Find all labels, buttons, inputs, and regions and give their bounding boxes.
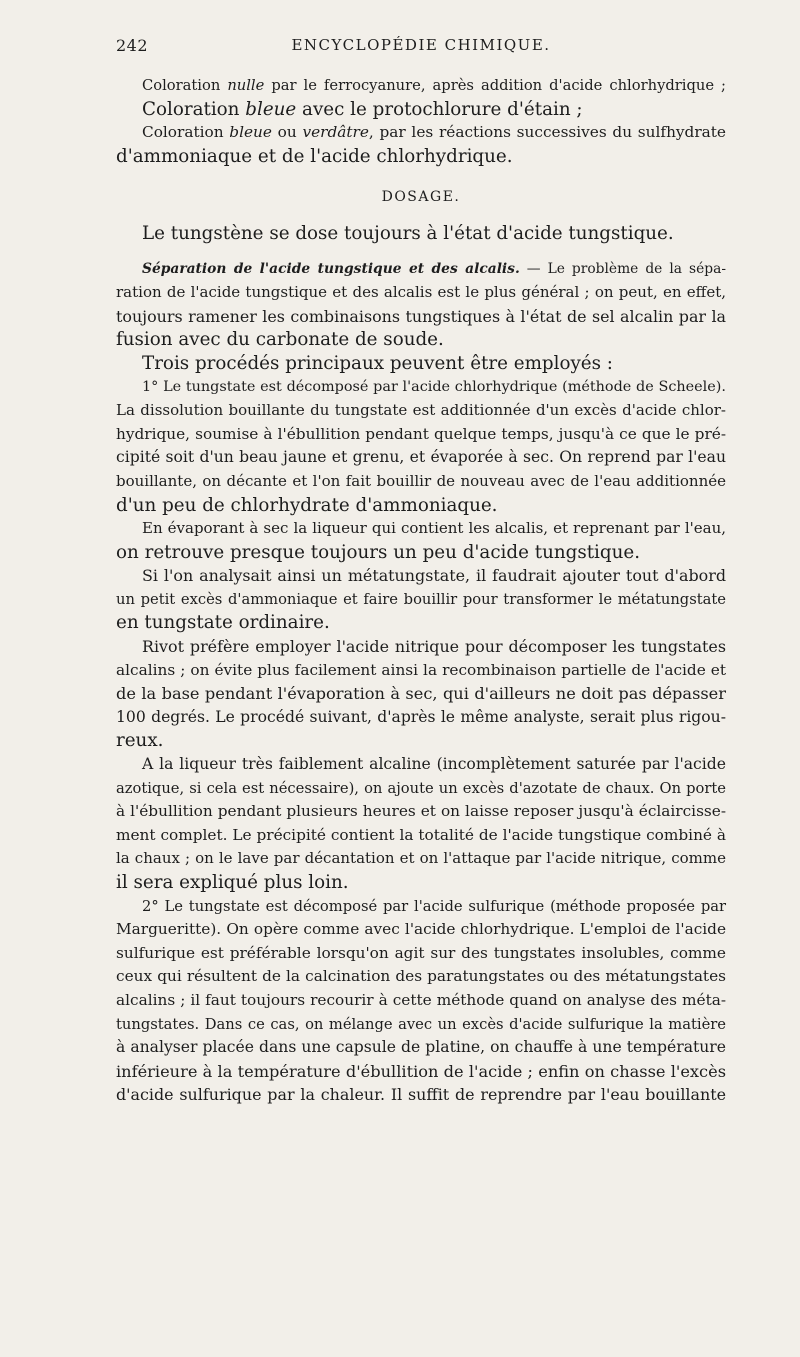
text-line: Coloration bleue avec le protochlorure d'étain ; [142,98,583,120]
text-line: azotique, si cela est nécessaire), on ajoute un excès d'azotate de chaux. On porte [116,779,726,797]
text-line: A la liqueur très faiblement alcaline (incomplètement saturée par l'acide [142,755,726,774]
spacer [116,168,726,186]
spacer [116,246,726,258]
text-line: un petit excès d'ammoniaque et faire bouillir pour transformer le métatungstate [116,590,726,608]
text-line: fusion avec du carbonate de soude. [116,329,444,351]
text-line: cipité soit d'un beau jaune et grenu, et évaporée à sec. On reprend par l'eau [116,448,726,467]
text-line: ration de l'acide tungstique et des alcalis est le plus général ; on peut, en effet, [116,283,726,302]
running-head: ENCYCLOPÉDIE CHIMIQUE. [291,36,551,54]
text-line: à analyser placée dans une capsule de platine, on chauffe à une température [116,1038,726,1057]
text-line: Le tungstène se dose toujours à l'état d'acide tungstique. [142,222,674,244]
text-line: on retrouve presque toujours un peu d'acide tungstique. [116,541,641,563]
page-header [116,36,726,62]
emphasis: bleue [245,98,297,120]
text-line: alcalins ; on évite plus facilement ainsi la recombinaison partielle de l'acide et [116,660,726,679]
text-line: d'ammoniaque et de l'acide chlorhydrique. [116,145,513,167]
text-line: Margueritte). On opère comme avec l'acide chlorhydrique. L'emploi de l'acide [116,920,726,939]
spacer [116,210,726,222]
text-line: de la base pendant l'évaporation à sec, qui d'ailleurs ne doit pas dépasser [116,684,726,704]
section-title: DOSAGE. [381,189,461,206]
text-line: hydrique, soumise à l'ébullition pendant quelque temps, jusqu'à ce que le pré- [116,424,726,443]
emphasis: bleue [229,123,272,142]
text-line: 2° Le tungstate est décomposé par l'acide sulfurique (méthode proposée par [142,897,726,915]
text-line: Coloration nulle par le ferrocyanure, après addition d'acide chlorhydrique ; [142,77,726,94]
text-line: Trois procédés principaux peuvent être employés : [142,352,613,374]
text-line: En évaporant à sec la liqueur qui contient les alcalis, et reprenant par l'eau, [142,519,726,538]
text-line: alcalins ; il faut toujours recourir à cette méthode quand on analyse des méta- [116,990,726,1009]
text-line: 1° Le tungstate est décomposé par l'acide chlorhydrique (méthode de Scheele). [142,378,726,395]
text-line: à l'ébullition pendant plusieurs heures et on laisse reposer jusqu'à éclaircisse- [116,802,726,821]
text-line: d'un peu de chlorhydrate d'ammoniaque. [116,494,498,516]
text-line: Coloration bleue ou verdâtre, par les réactions successives du sulfhydrate [142,123,726,142]
text-line: tungstates. Dans ce cas, on mélange avec un excès d'acide sulfurique la matière [116,1015,726,1033]
text-line: ment complet. Le précipité contient la totalité de l'acide tungstique combiné à [116,825,726,844]
text-line: ceux qui résultent de la calcination des paratungstates ou des métatungstates [116,967,726,986]
text-line: en tungstate ordinaire. [116,612,330,634]
text-line: 100 degrés. Le procédé suivant, d'après le même analyste, serait plus rigou- [116,707,726,726]
text-line: Rivot préfère employer l'acide nitrique pour décomposer les tungstates [142,637,726,657]
text-line: Séparation de l'acide tungstique et des alcalis. — Le problème de la sépa- [142,260,726,277]
text-line: reux. [116,730,164,752]
text-line: d'acide sulfurique par la chaleur. Il suffit de reprendre par l'eau bouillante [116,1085,726,1105]
text-line: sulfurique est préférable lorsqu'on agit sur des tungstates insolubles, comme [116,943,726,962]
page-number: 242 [116,36,149,55]
text-line: il sera expliqué plus loin. [116,872,349,893]
paragraph-heading: Séparation de l'acide tungstique et des alcalis. [142,260,520,277]
emphasis: nulle [227,77,265,94]
text-line: bouillante, on décante et l'on fait bouillir de nouveau avec de l'eau additionnée [116,471,726,490]
text-line: toujours ramener les combinaisons tungstiques à l'état de sel alcalin par la [116,306,726,326]
text-line: Si l'on analysait ainsi un métatungstate, il faudrait ajouter tout d'abord [142,566,726,586]
emphasis: verdâtre [302,123,369,142]
page-content [116,74,726,1107]
text-line: La dissolution bouillante du tungstate est additionnée d'un excès d'acide chlor- [116,401,726,420]
text-line: inférieure à la température d'ébullition de l'acide ; enfin on chasse l'excès [116,1061,726,1081]
text-line: la chaux ; on le lave par décantation et on l'attaque par l'acide nitrique, comme [116,849,726,868]
